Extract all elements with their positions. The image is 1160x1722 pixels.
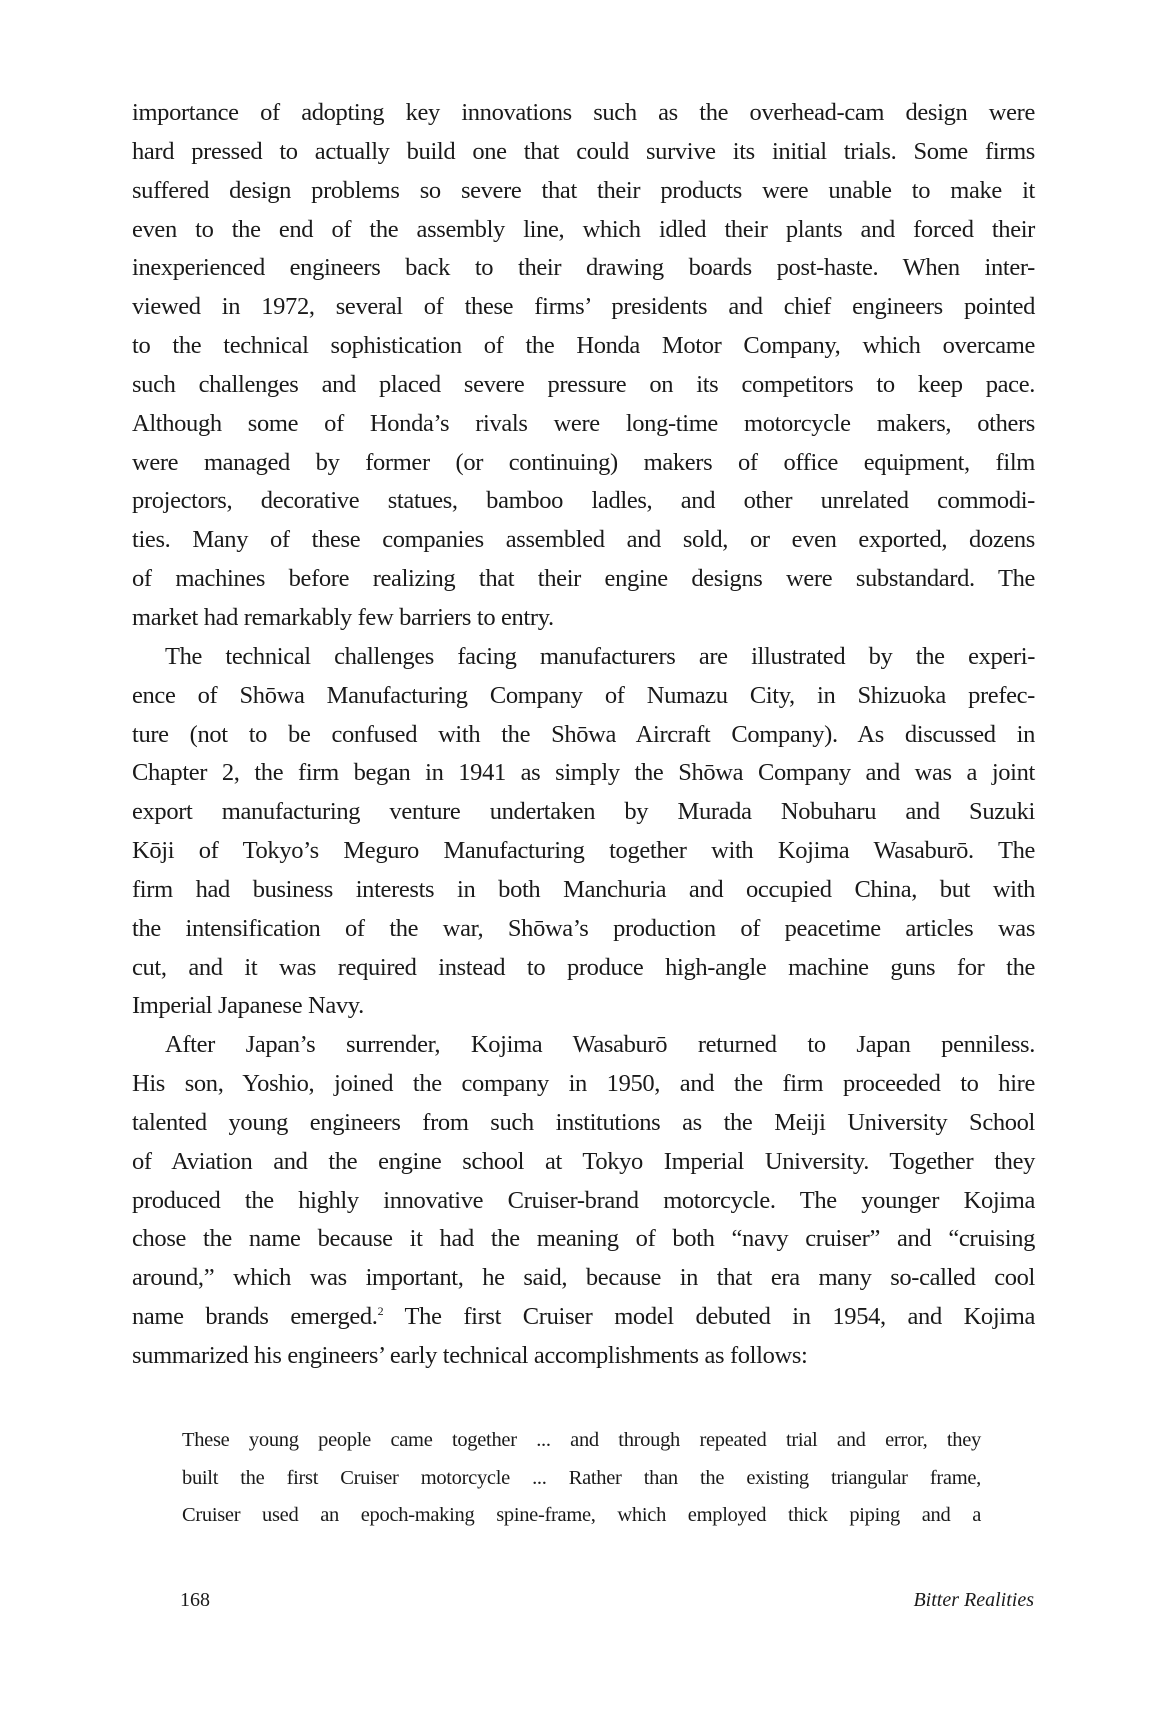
running-title: Bitter Realities — [913, 1589, 1034, 1611]
text-line: projectors, decorative statues, bamboo ladles, and other unrelated commodi- — [132, 487, 1035, 515]
footnote-marker[interactable]: 2 — [377, 1304, 384, 1319]
text-line: ture (not to be confused with the Shōwa Aircraft Company). As discussed in — [132, 720, 1035, 748]
text-line: ence of Shōwa Manufacturing Company of Numazu City, in Shizuoka prefec- — [132, 681, 1035, 709]
text-fragment: The first Cruiser model debuted in 1954, and Kojima — [383, 1303, 1035, 1331]
text-line: such challenges and placed severe pressure on its competitors to keep pace. — [132, 370, 1035, 398]
text-line: Chapter 2, the firm began in 1941 as simply the Shōwa Company and was a joint — [132, 759, 1035, 787]
text-line: His son, Yoshio, joined the company in 1950, and the firm proceeded to hire — [132, 1070, 1035, 1098]
text-line: were managed by former (or continuing) makers of office equipment, film — [132, 448, 1035, 476]
text-line: to the technical sophistication of the Honda Motor Company, which overcame — [132, 332, 1035, 360]
quote-line: Cruiser used an epoch-making spine-frame, which employed thick piping and a — [182, 1504, 981, 1526]
text-line: around,” which was important, he said, because in that era many so-called cool — [132, 1264, 1035, 1292]
text-line: After Japan’s surrender, Kojima Wasaburō returned to Japan penniless. — [165, 1031, 1035, 1059]
text-line: chose the name because it had the meaning of both “navy cruiser” and “cruising — [132, 1225, 1035, 1253]
text-line: Although some of Honda’s rivals were long-time motorcycle makers, others — [132, 409, 1035, 437]
text-line: of Aviation and the engine school at Tokyo Imperial University. Together they — [132, 1147, 1035, 1175]
paragraph-3 — [132, 1026, 1035, 1376]
text-line: ties. Many of these companies assembled and sold, or even exported, dozens — [132, 526, 1035, 554]
text-line: The technical challenges facing manufacturers are illustrated by the experi- — [165, 642, 1035, 670]
text-line: the intensification of the war, Shōwa’s production of peacetime articles was — [132, 914, 1035, 942]
body-text — [132, 94, 1035, 1376]
paragraph-2 — [132, 638, 1035, 1026]
text-line: even to the end of the assembly line, which idled their plants and forced their — [132, 215, 1035, 243]
text-line: suffered design problems so severe that their products were unable to make it — [132, 176, 1035, 204]
block-quote — [182, 1422, 981, 1535]
text-line: hard pressed to actually build one that could survive its initial trials. Some firms — [132, 137, 1035, 165]
text-line: of machines before realizing that their engine designs were substandard. The — [132, 565, 1035, 593]
text-line: cut, and it was required instead to produce high-angle machine guns for the — [132, 953, 1035, 981]
text-line-with-footnote — [132, 1298, 1035, 1337]
text-line: market had remarkably few barriers to entry. — [132, 603, 554, 631]
text-line: Imperial Japanese Navy. — [132, 992, 364, 1020]
text-fragment: name brands emerged. — [132, 1303, 378, 1331]
text-line: summarized his engineers’ early technical accomplishments as follows: — [132, 1342, 808, 1369]
text-line: inexperienced engineers back to their drawing boards post-haste. When inter- — [132, 254, 1035, 282]
text-line: export manufacturing venture undertaken by Murada Nobuharu and Suzuki — [132, 798, 1035, 826]
quote-line: These young people came together ... and through repeated trial and error, they — [182, 1429, 981, 1451]
quote-line: built the first Cruiser motorcycle ... Rather than the existing triangular frame, — [182, 1466, 981, 1489]
page-number: 168 — [180, 1589, 210, 1611]
text-line: Kōji of Tokyo’s Meguro Manufacturing together with Kojima Wasaburō. The — [132, 837, 1035, 865]
text-line: firm had business interests in both Manchuria and occupied China, but with — [132, 875, 1035, 903]
text-line: produced the highly innovative Cruiser-brand motorcycle. The younger Kojima — [132, 1186, 1035, 1214]
text-line: viewed in 1972, several of these firms’ presidents and chief engineers pointed — [132, 293, 1035, 321]
paragraph-1 — [132, 94, 1035, 638]
text-line: importance of adopting key innovations such as the overhead-cam design were — [132, 99, 1035, 126]
text-line: talented young engineers from such institutions as the Meiji University School — [132, 1108, 1035, 1136]
